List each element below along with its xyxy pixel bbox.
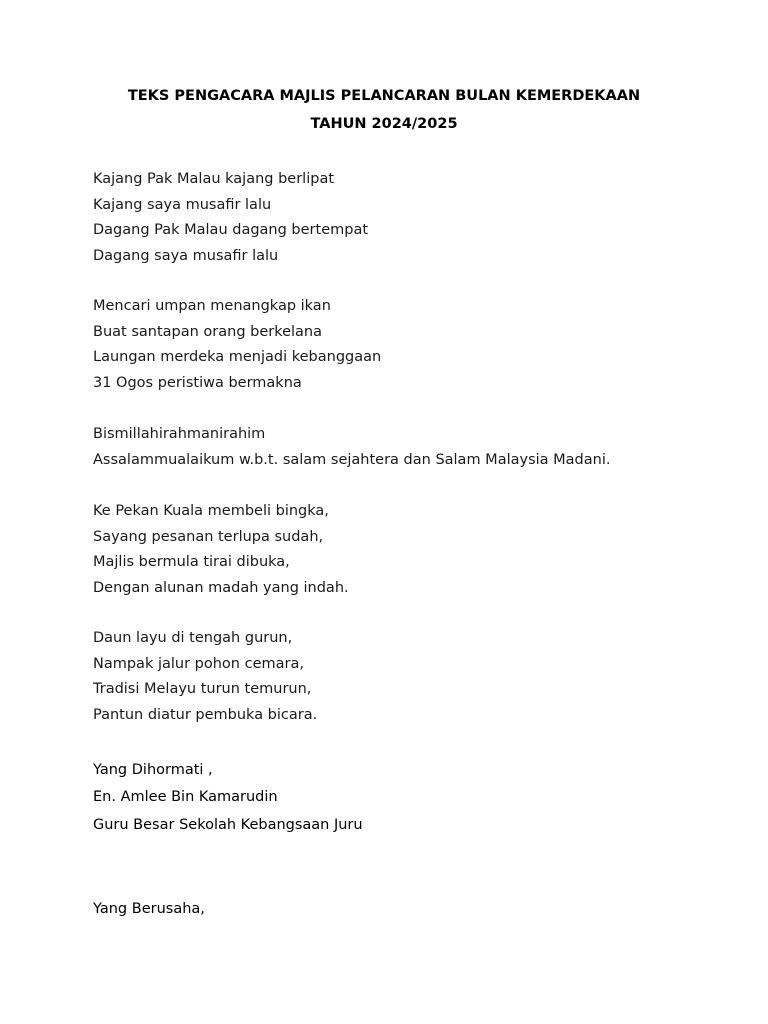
stanza-line: Dagang saya musafir lalu xyxy=(93,247,279,264)
pantun-stanza-1 xyxy=(93,167,368,269)
stanza-line: Pantun diatur pembuka bicara. xyxy=(93,706,318,723)
stanza-line: Nampak jalur pohon cemara, xyxy=(93,655,304,672)
greeting-line: Assalammualaikum w.b.t. salam sejahtera dan Salam Malaysia Madani. xyxy=(93,451,611,468)
stanza-line: Mencari umpan menangkap ikan xyxy=(93,298,331,314)
honoured-name: En. Amlee Bin Kamarudin xyxy=(93,789,278,805)
stanza-line: Dengan alunan madah yang indah. xyxy=(93,579,349,596)
stanza-line: Majlis bermula tirai dibuka, xyxy=(93,554,290,571)
document-title-line-1: TEKS PENGACARA MAJLIS PELANCARAN BULAN KEMERDEKAAN xyxy=(127,88,641,104)
greeting-line: Bismillahirahmanirahim xyxy=(93,426,266,442)
pantun-stanza-2 xyxy=(93,294,381,396)
stanza-line: 31 Ogos peristiwa bermakna xyxy=(93,374,302,391)
next-salutation: Yang Berusaha, xyxy=(93,901,205,917)
stanza-line: Buat santapan orang berkelana xyxy=(93,323,323,340)
stanza-line: Kajang Pak Malau kajang berlipat xyxy=(93,171,335,187)
stanza-line: Laungan merdeka menjadi kebanggaan xyxy=(93,349,382,366)
greeting-block xyxy=(93,422,610,473)
stanza-line: Sayang pesanan terlupa sudah, xyxy=(93,528,324,545)
pantun-stanza-3 xyxy=(93,499,349,601)
honoured-salutation: Yang Dihormati , xyxy=(93,762,213,778)
stanza-line: Dagang Pak Malau dagang bertempat xyxy=(93,222,369,239)
document-title-line-2: TAHUN 2024/2025 xyxy=(310,116,458,132)
stanza-line: Kajang saya musafir lalu xyxy=(93,196,272,213)
stanza-line: Daun layu di tengah gurun, xyxy=(93,630,293,646)
stanza-line: Tradisi Melayu turun temurun, xyxy=(93,681,312,698)
stanza-line: Ke Pekan Kuala membeli bingka, xyxy=(93,503,329,519)
honoured-position: Guru Besar Sekolah Kebangsaan Juru xyxy=(93,817,363,833)
pantun-stanza-4 xyxy=(93,626,317,728)
